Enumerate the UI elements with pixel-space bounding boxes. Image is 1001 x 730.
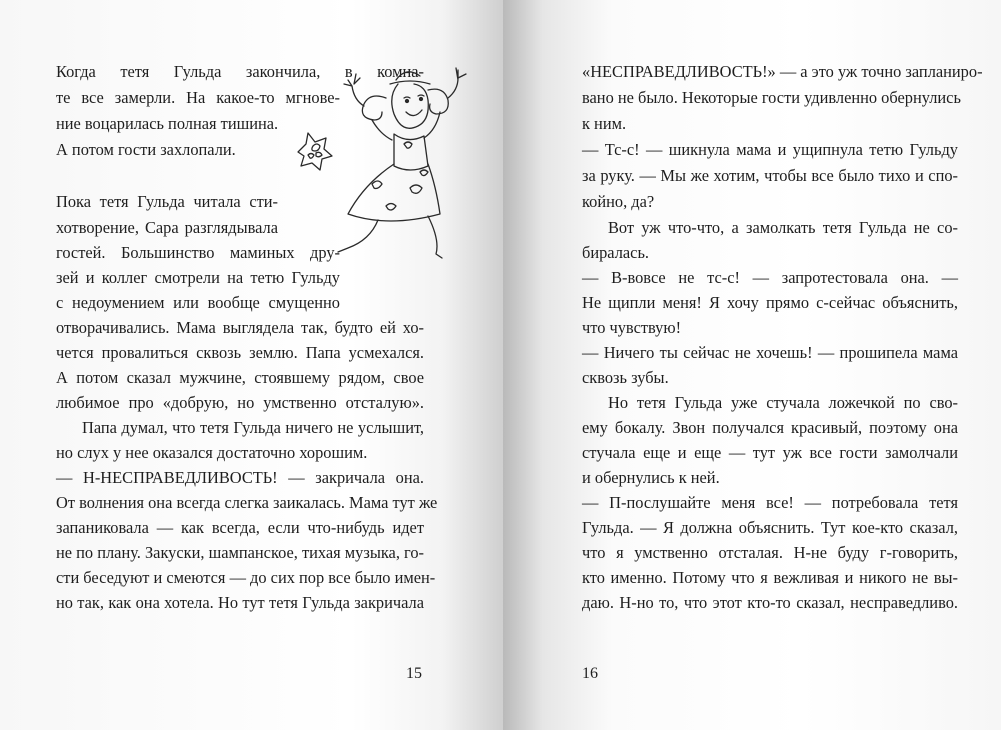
page-number-left: 15 [406, 665, 422, 682]
right-line-3: к ним. [582, 114, 627, 133]
star-flower-icon [298, 133, 332, 170]
left-line-9: с недоумением или вообще смущенно [56, 293, 340, 312]
left-line-14: Папа думал, что тетя Гульда ничего не услышит, [82, 418, 424, 437]
right-line-12: — Ничего ты сейчас не хочешь! — прошипела мама [582, 343, 958, 362]
right-line-4: — Тс-с! — шикнула мама и ущипнула тетю Гульду [582, 140, 958, 159]
left-line-12: А потом сказал мужчине, стоявшему рядом, свое [56, 368, 424, 387]
right-page [503, 0, 1001, 730]
right-line-10: Не щипли меня! Я хочу прямо с-сейчас объяснить, [582, 293, 958, 312]
left-line-13: любимое про «добрую, но умственно отсталую». [56, 393, 424, 412]
right-line-7: Вот уж что-что, а замолкать тетя Гульда не со- [608, 218, 958, 237]
left-line-15: но слух у нее оказался достаточно хорошим. [56, 443, 368, 462]
left-line-8: зей и коллег смотрели на тетю Гульду [56, 268, 340, 287]
right-line-14: Но тетя Гульда уже стучала ложечкой по сво- [608, 393, 958, 412]
left-line-10: отворачивались. Мама выглядела так, будто ей хо- [56, 318, 424, 337]
left-line-2: те все замерли. На какое-то мгнове- [56, 88, 340, 107]
left-line-20: сти беседуют и смеются — до сих пор все было имен- [56, 568, 436, 587]
page-number-right: 16 [582, 665, 598, 682]
left-line-18: запаниковала — как всегда, если что-нибудь идет [56, 518, 424, 537]
left-line-5: Пока тетя Гульда читала сти- [56, 192, 278, 211]
right-line-17: и обернулись к ней. [582, 468, 720, 487]
right-line-20: что я умственно отсталая. Н-не буду г-говорить, [582, 543, 958, 562]
right-line-15: ему бокалу. Звон получался красивый, поэтому она [582, 418, 958, 437]
right-line-5: за руку. — Мы же хотим, чтобы все было тихо и спо- [582, 166, 958, 185]
left-line-21: но так, как она хотела. Но тут тетя Гульда закричала [56, 593, 424, 612]
left-line-19: не по плану. Закуски, шампанское, тихая музыка, го- [56, 543, 424, 562]
left-line-4: А потом гости захлопали. [56, 140, 236, 159]
right-line-9: — В-вовсе не тс-с! — запротестовала она. — [582, 268, 958, 287]
right-line-16: стучала еще и еще — тут уж все гости замолчали [582, 443, 958, 462]
right-line-21: кто именно. Потому что я вежливая и никого не вы- [582, 568, 958, 587]
right-line-1: «НЕСПРАВЕДЛИВОСТЬ!» — а это уж точно запланиро- [582, 62, 983, 81]
right-line-13: сквозь зубы. [582, 368, 669, 387]
right-line-18: — П-послушайте меня все! — потребовала тетя [582, 493, 958, 512]
right-line-8: биралась. [582, 243, 650, 262]
left-line-3: ние воцарилась полная тишина. [56, 114, 279, 133]
right-line-6: койно, да? [582, 192, 655, 211]
right-line-11: что чувствую! [582, 318, 682, 337]
left-line-11: чется провалиться сквозь землю. Папа усмехался. [56, 343, 424, 362]
girl-illustration [268, 60, 490, 270]
left-line-6: хотворение, Сара разглядывала [56, 218, 278, 237]
left-line-1: Когда тетя Гульда закончила, в комна- [56, 62, 424, 81]
left-line-17: От волнения она всегда слегка заикалась. Мама тут же [56, 493, 438, 512]
left-line-7: гостей. Большинство маминых дру- [56, 243, 340, 262]
right-line-2: вано не было. Некоторые гости удивленно обернулись [582, 88, 961, 107]
right-line-22: даю. Н-но то, что этот кто-то сказал, несправедливо. [582, 593, 958, 612]
right-line-19: Гульда. — Я должна объяснить. Тут кое-кто сказал, [582, 518, 958, 537]
left-line-16: — Н-НЕСПРАВЕДЛИВОСТЬ! — закричала она. [56, 468, 424, 487]
